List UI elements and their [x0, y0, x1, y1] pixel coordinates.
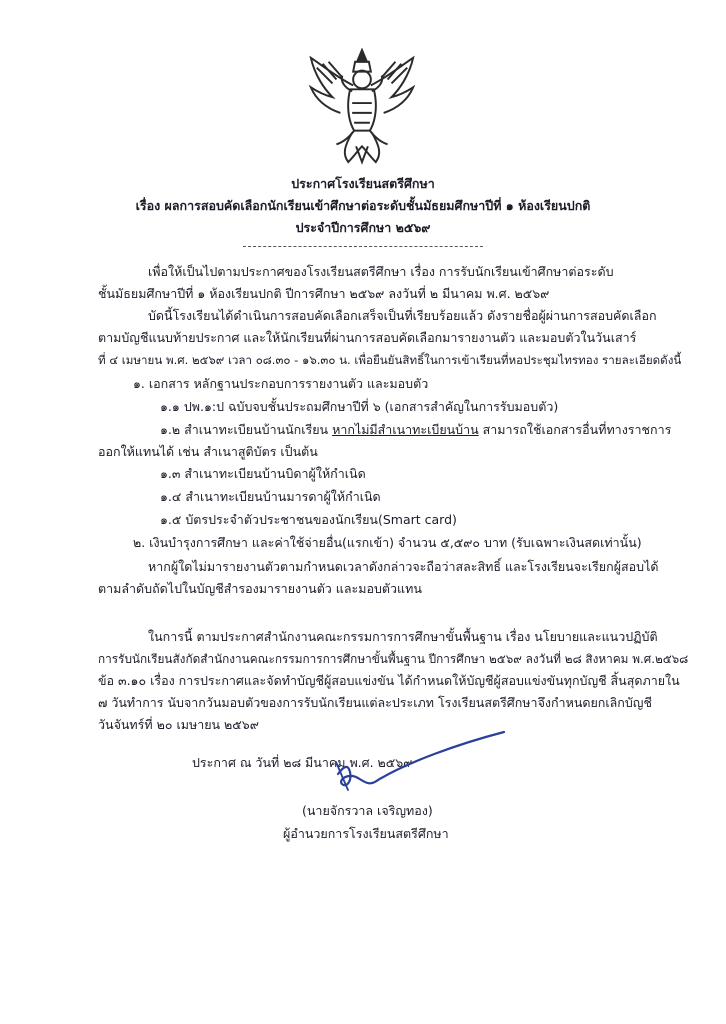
announcement-title: ประกาศโรงเรียนสตรีศึกษา [291, 176, 435, 191]
paragraph-4-line-2: การรับนักเรียนสังกัดสำนักงานคณะกรรมการการศึกษาขั้นพื้นฐาน ปีการศึกษา ๒๕๖๙ ลงวันที่ ๒๘ สิงหาคม พ.ศ.๒๕๖๘ [98, 652, 689, 666]
announcement-subject: เรื่อง ผลการสอบคัดเลือกนักเรียนเข้าศึกษาต่อระดับชั้นมัธยมศึกษาปีที่ ๑ ห้องเรียนปกติ [135, 198, 591, 213]
item-1-3: ๑.๓ สำเนาทะเบียนบ้านบิดาผู้ให้กำเนิด [160, 466, 366, 481]
paragraph-4-line-3: ข้อ ๓.๑๐ เรื่อง การประกาศและจัดทำบัญชีผู้สอบแข่งขัน ได้กำหนดให้บัญชีผู้สอบแข่งขันทุกบัญชี สิ้นสุดภายใน [98, 673, 680, 688]
paragraph-4-line-5: วันจันทร์ที่ ๒๐ เมษายน ๒๕๖๙ [98, 717, 259, 732]
paragraph-4-line-1: ในการนี้ ตามประกาศสำนักงานคณะกรรมการการศึกษาขั้นพื้นฐาน เรื่อง นโยบายและแนวปฏิบัติ [148, 629, 658, 644]
signer-title: ผู้อำนวยการโรงเรียนสตรีศึกษา [283, 826, 449, 841]
academic-year: ประจำปีการศึกษา ๒๕๖๙ [295, 220, 431, 235]
paragraph-3-line-2: ตามลำดับถัดไปในบัญชีสำรองมารายงานตัว และมอบตัวแทน [98, 581, 422, 596]
signer-name: (นายจักรวาล เจริญทอง) [302, 803, 433, 818]
item-1-2-text-a: ๑.๒ สำเนาทะเบียนบ้านนักเรียน [160, 422, 333, 437]
signature-mark [318, 728, 508, 798]
item-2: ๒. เงินบำรุงการศึกษา และค่าใช้จ่ายอื่น(แรกเข้า) จำนวน ๕,๕๙๐ บาท (รับเฉพาะเงินสดเท่านั้น) [133, 535, 642, 550]
item-1-1: ๑.๑ ปพ.๑:ป ฉบับจบชั้นประถมศึกษาปีที่ ๖ (เอกสารสำคัญในการรับมอบตัว) [160, 399, 559, 414]
garuda-emblem-icon [303, 48, 421, 166]
paragraph-2-line-2: ตามบัญชีแนบท้ายประกาศ และให้นักเรียนที่ผ่านการสอบคัดเลือกมารายงานตัว และมอบตัวในวันเสาร์ [98, 330, 637, 345]
item-1-2-line-2: ออกให้แทนได้ เช่น สำเนาสูติบัตร เป็นต้น [98, 444, 318, 459]
paragraph-2-line-1: บัดนี้โรงเรียนได้ดำเนินการสอบคัดเลือกเสร็จเป็นที่เรียบร้อยแล้ว ดังรายชื่อผู้ผ่านการสอบคัดเลือก [148, 308, 657, 323]
item-1: ๑. เอกสาร หลักฐานประกอบการรายงานตัว และมอบตัว [133, 376, 429, 391]
item-1-2-underlined: หากไม่มีสำเนาทะเบียนบ้าน [332, 422, 479, 437]
paragraph-1-line-1: เพื่อให้เป็นไปตามประกาศของโรงเรียนสตรีศึกษา เรื่อง การรับนักเรียนเข้าศึกษาต่อระดับ [148, 264, 614, 279]
item-1-2 [160, 422, 671, 438]
paragraph-3-line-1: หากผู้ใดไม่มารายงานตัวตามกำหนดเวลาดังกล่าวจะถือว่าสละสิทธิ์ และโรงเรียนจะเรียกผู้สอบได้ [148, 559, 659, 574]
paragraph-1-line-2: ชั้นมัธยมศึกษาปีที่ ๑ ห้องเรียนปกติ ปีการศึกษา ๒๕๖๙ ลงวันที่ ๒ มีนาคม พ.ศ. ๒๕๖๙ [98, 286, 550, 301]
title-divider [243, 246, 483, 247]
item-1-5: ๑.๕ บัตรประจำตัวประชาชนของนักเรียน(Smart card) [160, 512, 457, 527]
paragraph-4-line-4: ๗ วันทำการ นับจากวันมอบตัวของการรับนักเรียนแต่ละประเภท โรงเรียนสตรีศึกษาจึงกำหนดยกเลิกบัญชี [98, 695, 652, 710]
item-1-2-text-c: สามารถใช้เอกสารอื่นที่ทางราชการ [478, 422, 672, 437]
item-1-4: ๑.๔ สำเนาทะเบียนบ้านมารดาผู้ให้กำเนิด [160, 489, 381, 504]
paragraph-2-line-3: ที่ ๔ เมษายน พ.ศ. ๒๕๖๙ เวลา ๐๘.๓๐ - ๑๖.๓๐ น. เพื่อยืนยันสิทธิ์ในการเข้าเรียนที่หอประชุมไทรทอง รายละเอียดดังนี้ [98, 353, 682, 367]
announcement-date: ประกาศ ณ วันที่ ๒๘ มีนาคม พ.ศ. ๒๕๖๙ [192, 755, 413, 770]
